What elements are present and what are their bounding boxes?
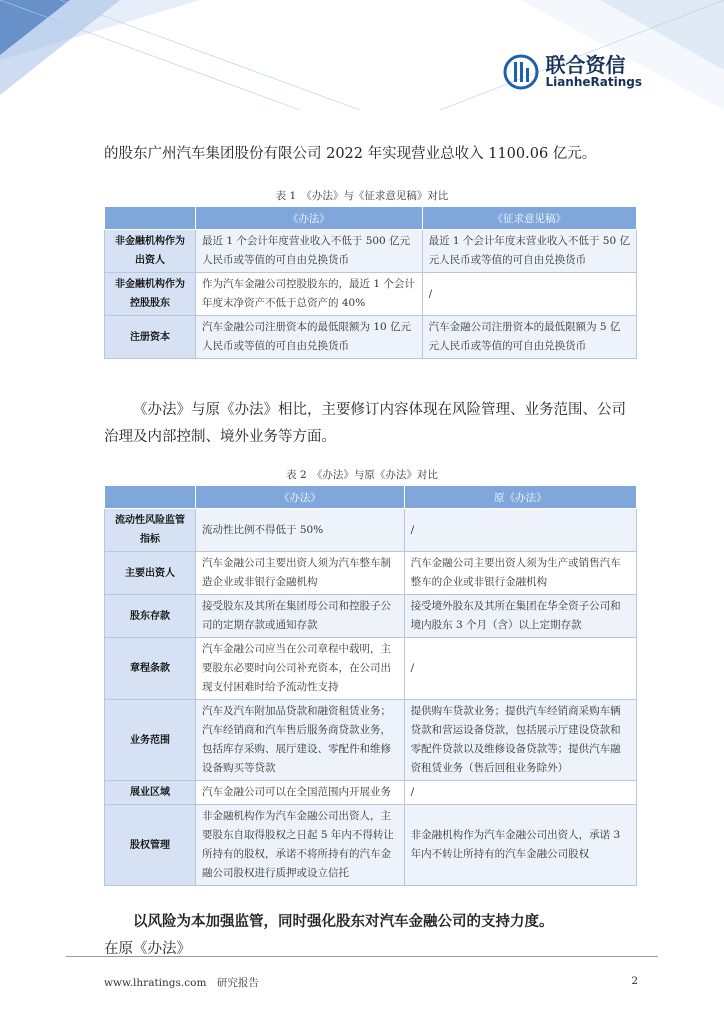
table-cell: / [404, 781, 636, 805]
table-row [105, 509, 637, 552]
lianhe-logo-icon [503, 54, 539, 90]
table-row [105, 273, 637, 316]
table-header-row [105, 207, 637, 230]
table-cell: / [404, 638, 636, 700]
footer-divider [66, 956, 658, 957]
table-cell: 接受股东及其所在集团母公司和控股子公司的定期存款或通知存款 [196, 595, 405, 638]
row-label: 展业区域 [105, 781, 196, 805]
table-cell: 汽车金融公司注册资本的最低限额为 10 亿元人民币或等值的可自由兑换货币 [196, 316, 423, 359]
table-header-cell [105, 207, 196, 230]
table-row [105, 552, 637, 595]
table-cell: 非金融机构作为汽车金融公司出资人，承诺 3 年内不转让所持有的汽车金融公司股权 [404, 805, 636, 886]
table-row [105, 781, 637, 805]
table-1 [104, 206, 637, 359]
table-row [105, 316, 637, 359]
table-header-cell: 原《办法》 [404, 486, 636, 509]
table-row [105, 700, 637, 781]
row-label: 流动性风险监管指标 [105, 509, 196, 552]
table-cell: / [404, 509, 636, 552]
paragraph-2: 《办法》与原《办法》相比，主要修订内容体现在风险管理、业务范围、公司治理及内部控制、境外业务等方面。 [104, 402, 626, 445]
table-2 [104, 485, 637, 886]
table-cell: 汽车金融公司应当在公司章程中载明，主要股东必要时向公司补充资本，在公司出现支付困难时给予流动性支持 [196, 638, 405, 700]
row-label: 业务范围 [105, 700, 196, 781]
table-cell: 提供购车贷款业务；提供汽车经销商采购车辆贷款和营运设备贷款，包括展示厅建设贷款和零配件贷款以及维修设备贷款等；提供汽车融资租赁业务（售后回租业务除外） [404, 700, 636, 781]
table-cell: 汽车金融公司主要出资人须为生产或销售汽车整车的企业或非银行金融机构 [404, 552, 636, 595]
table-cell: 最近 1 个会计年度营业收入不低于 500 亿元人民币或等值的可自由兑换货币 [196, 230, 423, 273]
table-header-cell: 《办法》 [196, 207, 423, 230]
page-number: 2 [631, 975, 638, 987]
table-cell: / [422, 273, 636, 316]
table-header-cell: 《征求意见稿》 [422, 207, 636, 230]
table-cell: 流动性比例不得低于 50% [196, 509, 405, 552]
logo-name-en: LianheRatings [545, 75, 642, 89]
row-label: 主要出资人 [105, 552, 196, 595]
row-label: 注册资本 [105, 316, 196, 359]
table-cell: 汽车金融公司可以在全国范围内开展业务 [196, 781, 405, 805]
row-label: 章程条款 [105, 638, 196, 700]
table-cell: 汽车金融公司注册资本的最低限额为 5 亿元人民币或等值的可自由兑换货币 [422, 316, 636, 359]
table-header-cell: 《办法》 [196, 486, 405, 509]
table-cell: 作为汽车金融公司控股股东的，最近 1 个会计年度末净资产不低于总资产的 40% [196, 273, 423, 316]
table-cell: 最近 1 个会计年度末营业收入不低于 50 亿元人民币或等值的可自由兑换货币 [422, 230, 636, 273]
row-label: 股东存款 [105, 595, 196, 638]
table-row [105, 595, 637, 638]
table-row [105, 805, 637, 886]
paragraph-3-rest: 在原《办法》 [104, 941, 191, 957]
table-row [105, 230, 637, 273]
logo-name-cn: 联合资信 [545, 53, 626, 77]
paragraph-3-bold: 以风险为本加强监管，同时强化股东对汽车金融公司的支持力度。 [133, 913, 554, 930]
table-cell: 接受境外股东及其所在集团在华全资子公司和境内股东 3 个月（含）以上定期存款 [404, 595, 636, 638]
company-logo [503, 54, 642, 90]
table-2-caption: 表 2 《办法》与原《办法》对比 [286, 469, 438, 481]
table-1-caption: 表 1 《办法》与《征求意见稿》对比 [275, 190, 449, 202]
table-header-cell [105, 486, 196, 509]
paragraph-3 [104, 908, 640, 963]
footer-text: www.lhratings.com 研究报告 [104, 977, 259, 989]
row-label: 非金融机构作为出资人 [105, 230, 196, 273]
table-row [105, 638, 637, 700]
row-label: 股权管理 [105, 805, 196, 886]
row-label: 非金融机构作为控股股东 [105, 273, 196, 316]
table-cell: 汽车及汽车附加品贷款和融资租赁业务；汽车经销商和汽车售后服务商贷款业务，包括库存采购、展厅建设、零配件和维修设备购买等贷款 [196, 700, 405, 781]
table-header-row [105, 486, 637, 509]
table-cell: 非金融机构作为汽车金融公司出资人，主要股东自取得股权之日起 5 年内不得转让所持有的股权，承诺不将所持有的汽车金融公司股权进行质押或设立信托 [196, 805, 405, 886]
table-cell: 汽车金融公司主要出资人须为汽车整车制造企业或非银行金融机构 [196, 552, 405, 595]
paragraph-1: 的股东广州汽车集团股份有限公司 2022 年实现营业总收入 1100.06 亿元。 [104, 146, 597, 162]
